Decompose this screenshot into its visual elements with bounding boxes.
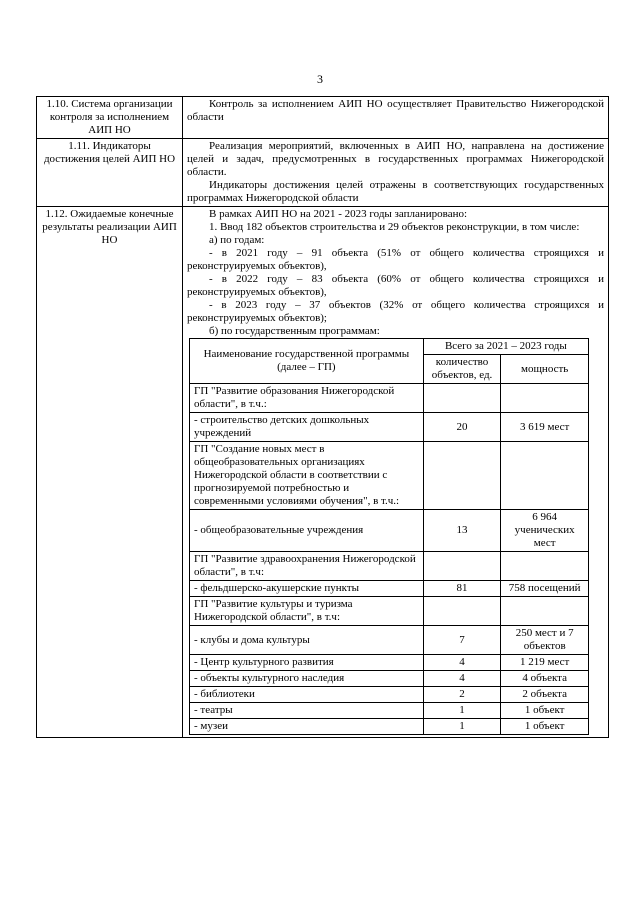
header-row xyxy=(190,339,589,355)
capacity: 758 посещений xyxy=(501,581,589,597)
table-row xyxy=(190,552,589,581)
table-row xyxy=(190,510,589,552)
program-name: - клубы и дома культуры xyxy=(190,626,424,655)
row-content xyxy=(183,139,609,207)
object-count: 13 xyxy=(423,510,501,552)
programs-table xyxy=(189,338,589,735)
capacity: 250 мест и 7 объектов xyxy=(501,626,589,655)
table-row xyxy=(190,687,589,703)
capacity xyxy=(501,552,589,581)
program-name: ГП "Создание новых мест в общеобразовательных организациях Нижегородской области в соответствии с прогнозируемой потребностью и современными условиями обучения", в т.ч.: xyxy=(190,442,424,510)
object-count xyxy=(423,442,501,510)
capacity xyxy=(501,384,589,413)
capacity xyxy=(501,597,589,626)
table-row xyxy=(190,719,589,735)
row-control-system xyxy=(37,97,609,139)
program-name: - театры xyxy=(190,703,424,719)
row-label: 1.11. Индикаторы достижения целей АИП НО xyxy=(37,139,183,207)
table-row xyxy=(190,671,589,687)
object-count xyxy=(423,384,501,413)
table-row xyxy=(190,413,589,442)
header-program-name: Наименование государственной программы (далее – ГП) xyxy=(190,339,424,384)
object-count xyxy=(423,597,501,626)
program-name: - библиотеки xyxy=(190,687,424,703)
program-name: ГП "Развитие культуры и туризма Нижегородской области", в т.ч: xyxy=(190,597,424,626)
table-row xyxy=(190,442,589,510)
object-count: 1 xyxy=(423,703,501,719)
paragraph: - в 2023 году – 37 объектов (32% от общего количества строящихся и реконструируемых объектов); xyxy=(187,299,604,324)
program-name: - музеи xyxy=(190,719,424,735)
program-name: - Центр культурного развития xyxy=(190,655,424,671)
object-count: 81 xyxy=(423,581,501,597)
program-name: ГП "Развитие здравоохранения Нижегородской области", в т.ч: xyxy=(190,552,424,581)
capacity xyxy=(501,442,589,510)
program-name: - объекты культурного наследия xyxy=(190,671,424,687)
paragraph: - в 2022 году – 83 объекта (60% от общего количества строящихся и реконструируемых объектов), xyxy=(187,273,604,298)
program-name: - фельдшерско-акушерские пункты xyxy=(190,581,424,597)
page-number: 3 xyxy=(317,72,323,86)
paragraph: В рамках АИП НО на 2021 - 2023 годы запланировано: xyxy=(209,208,468,220)
paragraph: - в 2021 году – 91 объекта (51% от общего количества строящихся и реконструируемых объектов), xyxy=(187,247,604,272)
capacity: 3 619 мест xyxy=(501,413,589,442)
paragraph: б) по государственным программам: xyxy=(209,325,380,337)
table-row xyxy=(190,597,589,626)
object-count: 2 xyxy=(423,687,501,703)
row-label: 1.10. Система организации контроля за исполнением АИП НО xyxy=(37,97,183,139)
paragraph: а) по годам: xyxy=(209,234,265,246)
object-count: 4 xyxy=(423,655,501,671)
capacity: 4 объекта xyxy=(501,671,589,687)
row-label: 1.12. Ожидаемые конечные результаты реализации АИП НО xyxy=(37,207,183,738)
row-results xyxy=(37,207,609,738)
table-row xyxy=(190,626,589,655)
capacity: 1 219 мест xyxy=(501,655,589,671)
row-indicators xyxy=(37,139,609,207)
object-count: 1 xyxy=(423,719,501,735)
program-name: ГП "Развитие образования Нижегородской области", в т.ч.: xyxy=(190,384,424,413)
program-name: - строительство детских дошкольных учреждений xyxy=(190,413,424,442)
object-count: 7 xyxy=(423,626,501,655)
passport-table xyxy=(36,96,609,738)
table-row xyxy=(190,703,589,719)
capacity: 1 объект xyxy=(501,719,589,735)
capacity: 6 964 ученических мест xyxy=(501,510,589,552)
row-content: Контроль за исполнением АИП НО осуществляет Правительство Нижегородской области xyxy=(183,97,609,139)
paragraph: Индикаторы достижения целей отражены в соответствующих государственных программах Нижегородской области xyxy=(187,179,604,204)
paragraph: 1. Ввод 182 объектов строительства и 29 объектов реконструкции, в том числе: xyxy=(209,221,580,233)
header-power: мощность xyxy=(501,355,589,384)
program-name: - общеобразовательные учреждения xyxy=(190,510,424,552)
object-count xyxy=(423,552,501,581)
paragraph: Реализация мероприятий, включенных в АИП НО, направлена на достижение целей и задач, предусмотренных в государственных программах Нижегородской области. xyxy=(187,140,604,178)
table-row xyxy=(190,581,589,597)
object-count: 20 xyxy=(423,413,501,442)
header-total: Всего за 2021 – 2023 годы xyxy=(423,339,588,355)
capacity: 1 объект xyxy=(501,703,589,719)
capacity: 2 объекта xyxy=(501,687,589,703)
row-content xyxy=(183,207,609,738)
header-count: количество объектов, ед. xyxy=(423,355,501,384)
table-row xyxy=(190,384,589,413)
table-row xyxy=(190,655,589,671)
object-count: 4 xyxy=(423,671,501,687)
